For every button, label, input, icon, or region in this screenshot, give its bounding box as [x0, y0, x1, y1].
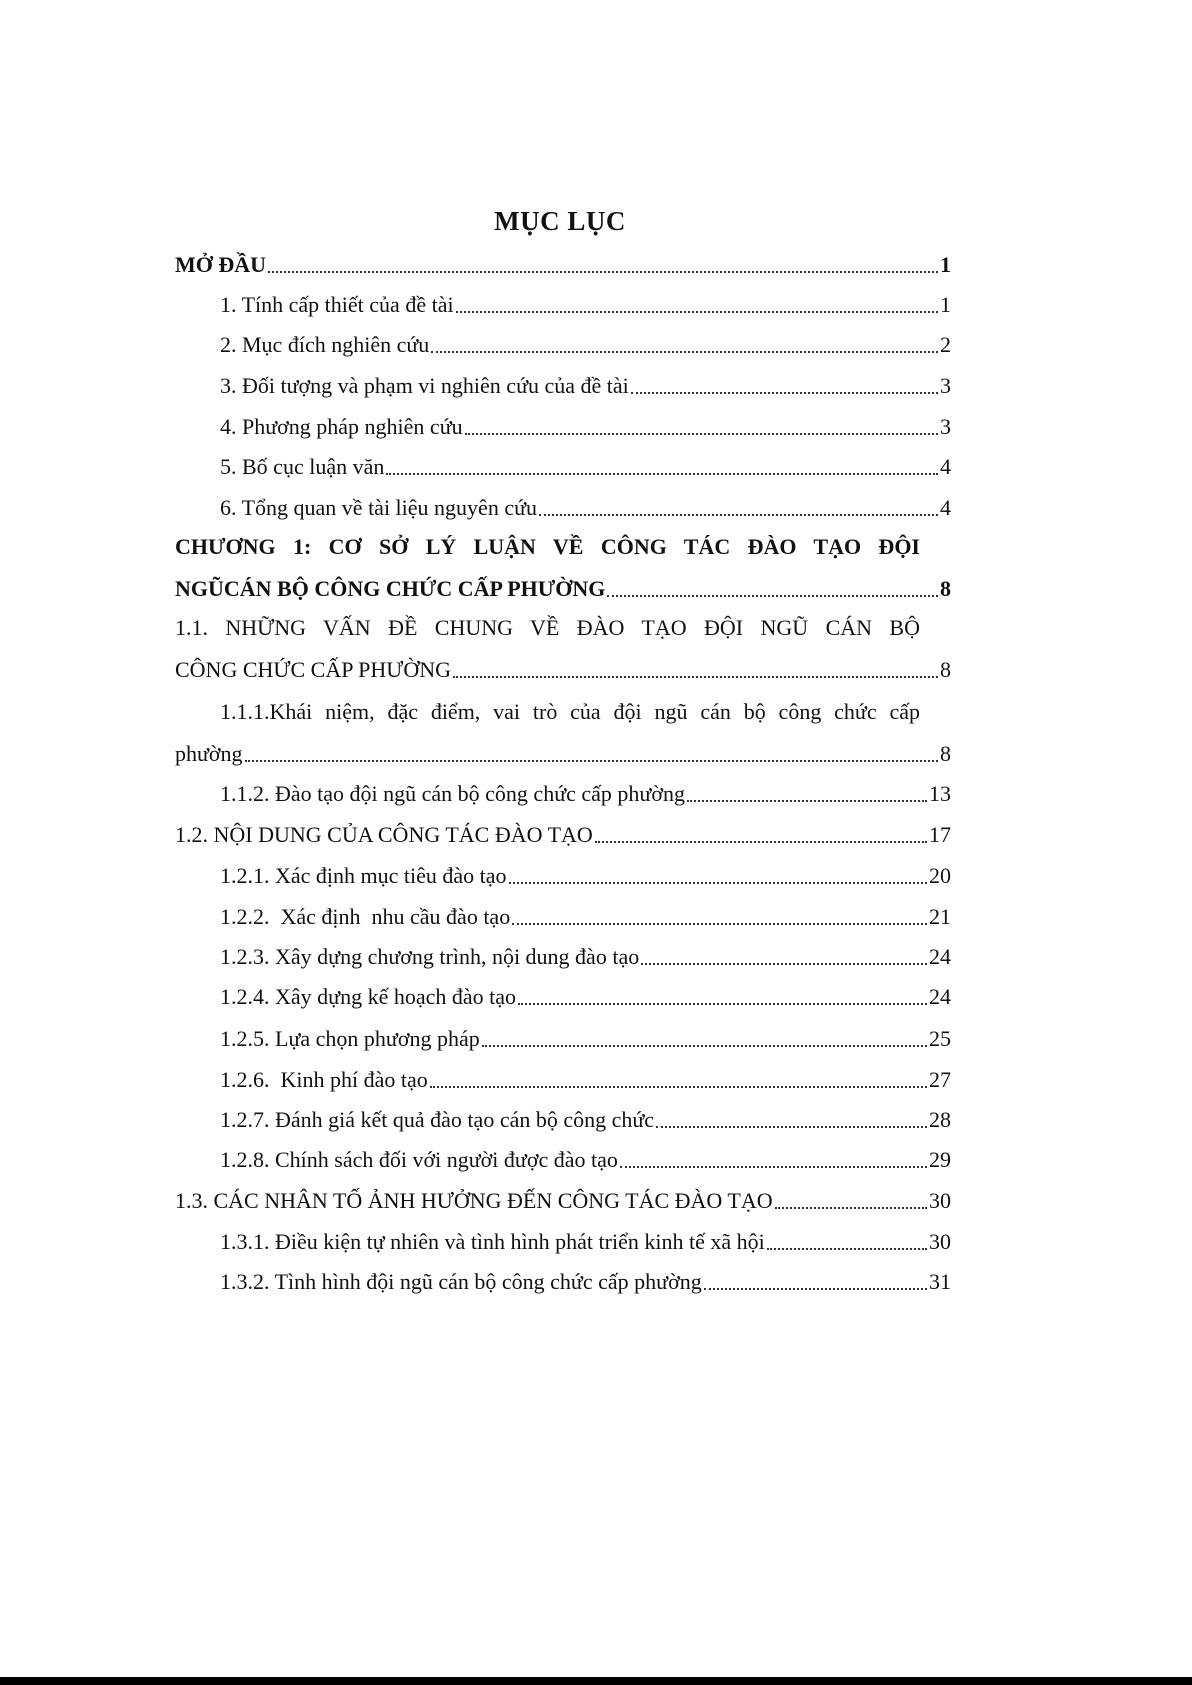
toc-page-number: 29 — [929, 1147, 951, 1172]
toc-entry[interactable] — [220, 318, 951, 358]
toc-page-number: 1 — [940, 292, 951, 317]
toc-entry[interactable] — [175, 808, 951, 848]
toc-entry-text: phường — [175, 741, 243, 766]
toc-entry[interactable] — [220, 400, 951, 440]
toc-entry-text: 1.2.2. Xác định nhu cầu đào tạo — [220, 904, 511, 929]
toc-entry[interactable] — [220, 1215, 951, 1255]
toc-entry[interactable] — [220, 1053, 951, 1093]
dot-leader — [465, 432, 938, 435]
dot-leader — [512, 922, 927, 925]
toc-entry[interactable] — [220, 278, 951, 318]
dot-leader — [631, 391, 938, 394]
dot-leader — [268, 270, 938, 273]
toc-entry-text: 3. Đối tượng và phạm vi nghiên cứu của đề tài — [220, 373, 629, 398]
dot-leader — [656, 1125, 927, 1128]
dot-leader — [430, 1085, 927, 1088]
toc-page-number: 24 — [929, 944, 951, 969]
toc-page-number: 2 — [940, 332, 951, 357]
toc-entry[interactable] — [220, 1012, 951, 1052]
toc-page-number: 8 — [940, 576, 951, 601]
toc-page-number: 30 — [929, 1188, 951, 1213]
toc-entry-text: 1.2.3. Xây dựng chương trình, nội dung đào tạo — [220, 944, 640, 969]
toc-subsection-line1[interactable]: 1.1.1.Khái niệm, đặc điểm, vai trò của đội ngũ cán bộ công chức cấp — [220, 699, 920, 724]
dot-leader — [431, 350, 938, 353]
toc-entry[interactable] — [175, 238, 951, 278]
dot-leader — [704, 1287, 927, 1290]
toc-page-number: 1 — [940, 252, 951, 277]
dot-leader — [482, 1044, 927, 1047]
toc-entry-text: 1.1.2. Đào tạo đội ngũ cán bộ công chức cấp phường — [220, 781, 685, 806]
dot-leader — [767, 1247, 927, 1250]
toc-entry-text: 1.3.2. Tình hình đội ngũ cán bộ công chức cấp phường — [220, 1269, 702, 1294]
toc-entry[interactable] — [220, 767, 951, 807]
toc-entry-text: 1.2.5. Lựa chọn phương pháp — [220, 1026, 480, 1051]
toc-entry-text: 6. Tổng quan về tài liệu nguyên cứu — [220, 495, 538, 520]
dot-leader — [456, 310, 938, 313]
toc-chapter-line1[interactable]: CHƯƠNG 1: CƠ SỞ LÝ LUẬN VỀ CÔNG TÁC ĐÀO TẠO ĐỘI — [175, 534, 920, 559]
toc-page-number: 3 — [940, 414, 951, 439]
toc-page-number: 30 — [929, 1229, 951, 1254]
dot-leader — [453, 675, 938, 678]
toc-entry-text: CÔNG CHỨC CẤP PHƯỜNG — [175, 657, 451, 682]
toc-page-number: 4 — [940, 495, 951, 520]
toc-page-number: 27 — [929, 1067, 951, 1092]
toc-entry-text: 1.3. CÁC NHÂN TỐ ẢNH HƯỞNG ĐẾN CÔNG TÁC ĐÀO TẠO — [175, 1188, 773, 1213]
toc-entry-text: 1.2.4. Xây dựng kế hoạch đào tạo — [220, 984, 517, 1009]
toc-entry-text: 1.2.7. Đánh giá kết quả đào tạo cán bộ công chức — [220, 1107, 655, 1132]
toc-page-number: 20 — [929, 863, 951, 888]
toc-entry[interactable] — [220, 849, 951, 889]
toc-entry-text: 1.2.8. Chính sách đối với người được đào tạo — [220, 1147, 618, 1172]
toc-section-line1[interactable]: 1.1. NHỮNG VẤN ĐỀ CHUNG VỀ ĐÀO TẠO ĐỘI NGŨ CÁN BỘ — [175, 615, 920, 640]
toc-entry[interactable] — [175, 643, 951, 683]
toc-entry-text: MỞ ĐẦU — [175, 252, 267, 277]
toc-entry-text: 5. Bố cục luận văn — [220, 454, 385, 479]
toc-entry-text: 4. Phương pháp nghiên cứu — [220, 414, 463, 439]
toc-entry[interactable] — [175, 562, 951, 602]
toc-page-number: 25 — [929, 1026, 951, 1051]
dot-leader — [687, 799, 927, 802]
toc-page-number: 24 — [929, 984, 951, 1009]
toc-page-number: 4 — [940, 454, 951, 479]
dot-leader — [620, 1165, 927, 1168]
dot-leader — [607, 594, 938, 597]
toc-entry-text: 1. Tính cấp thiết của đề tài — [220, 292, 454, 317]
dot-leader — [595, 840, 927, 843]
toc-entry[interactable] — [220, 930, 951, 970]
dot-leader — [509, 881, 927, 884]
toc-entry[interactable] — [175, 1174, 951, 1214]
toc-title: MỤC LỤC — [494, 206, 626, 236]
toc-page-number: 8 — [940, 741, 951, 766]
toc-entry[interactable] — [220, 481, 951, 521]
toc-entry-text: 2. Mục đích nghiên cứu — [220, 332, 430, 357]
toc-entry[interactable] — [220, 359, 951, 399]
toc-page-number: 31 — [929, 1269, 951, 1294]
dot-leader — [386, 472, 938, 475]
toc-page-number: 8 — [940, 657, 951, 682]
dot-leader — [775, 1206, 927, 1209]
toc-entry-text: 1.3.1. Điều kiện tự nhiên và tình hình phát triển kinh tế xã hội — [220, 1229, 765, 1254]
toc-page-number: 21 — [929, 904, 951, 929]
toc-entry[interactable] — [220, 890, 951, 930]
toc-page-number: 17 — [929, 822, 951, 847]
toc-entry[interactable] — [220, 1133, 951, 1173]
toc-entry[interactable] — [220, 970, 951, 1010]
toc-page-number: 3 — [940, 373, 951, 398]
dot-leader — [245, 759, 938, 762]
toc-entry-text: 1.2.6. Kinh phí đào tạo — [220, 1067, 428, 1092]
toc-page-number: 28 — [929, 1107, 951, 1132]
toc-entry-text: 1.2. NỘI DUNG CỦA CÔNG TÁC ĐÀO TẠO — [175, 822, 593, 847]
dot-leader — [539, 513, 938, 516]
toc-entry[interactable] — [175, 727, 951, 767]
toc-entry[interactable] — [220, 440, 951, 480]
toc-page-number: 13 — [929, 781, 951, 806]
dot-leader — [641, 962, 927, 965]
page-bottom-edge — [0, 1677, 1192, 1685]
toc-entry-text: 1.2.1. Xác định mục tiêu đào tạo — [220, 863, 507, 888]
dot-leader — [518, 1002, 927, 1005]
toc-entry[interactable] — [220, 1093, 951, 1133]
toc-entry[interactable] — [220, 1255, 951, 1295]
toc-entry-text: NGŨCÁN BỘ CÔNG CHỨC CẤP PHƯỜNG — [175, 576, 606, 601]
